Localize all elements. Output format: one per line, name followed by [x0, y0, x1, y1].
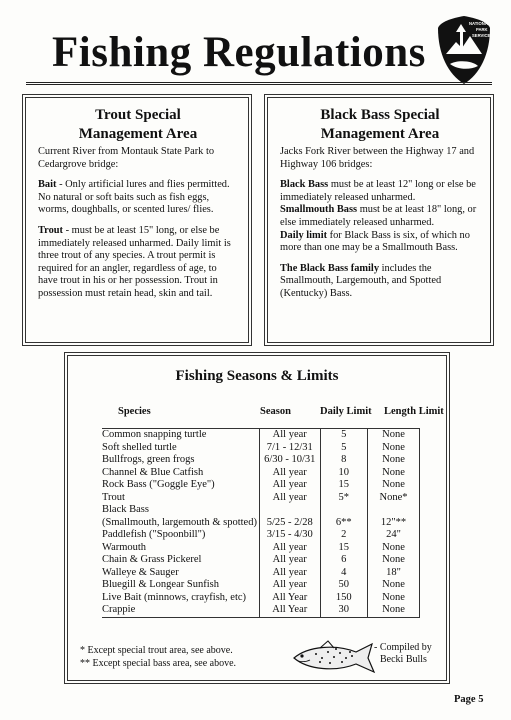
black-bass-label: Black Bass — [280, 179, 329, 191]
bass-family-text: includes the Smallmouth, Largemouth, and Spotted (Kentucky) Bass. — [280, 262, 442, 299]
season-cell: All year — [259, 467, 320, 480]
species-cell: Warmouth — [102, 541, 147, 553]
table-row — [102, 504, 420, 517]
table-row — [102, 479, 420, 492]
trout-management-box — [22, 94, 252, 346]
daily-limit-cell: 6** — [320, 517, 367, 530]
species-cell: Rock Bass ("Goggle Eye") — [102, 479, 215, 490]
season-cell: All year — [259, 542, 320, 555]
season-cell: All year — [259, 579, 320, 592]
trout-title-line1: Trout Special — [95, 107, 181, 123]
table-row — [102, 542, 420, 555]
table-row — [102, 454, 420, 467]
season-cell: All year — [259, 429, 320, 442]
table-row — [102, 492, 420, 505]
length-limit-cell: None — [368, 604, 420, 617]
table-row — [102, 442, 420, 455]
length-limit-cell: 24" — [368, 529, 420, 542]
length-limit-cell: 18" — [368, 567, 420, 580]
daily-limit-cell: 8 — [320, 454, 367, 467]
nps-arrowhead-icon — [436, 14, 492, 86]
length-limit-cell: None — [368, 542, 420, 555]
length-limit-cell: None* — [368, 492, 420, 505]
seasons-limits-box — [64, 352, 450, 684]
species-cell: Bullfrogs, green frogs — [102, 454, 195, 465]
daily-limit-rule — [280, 230, 480, 255]
season-cell: All year — [259, 554, 320, 567]
daily-limit-cell: 6 — [320, 554, 367, 567]
smallmouth-rule — [280, 204, 480, 229]
daily-limit-cell: 2 — [320, 529, 367, 542]
daily-limit-cell: 30 — [320, 604, 367, 617]
species-cell: Chain & Grass Pickerel — [102, 554, 202, 565]
credit-author: Becki Bulls — [380, 654, 427, 665]
trout-box-title — [38, 106, 238, 144]
footnotes — [80, 644, 236, 670]
header-daily-limit: Daily Limit — [320, 406, 372, 417]
length-limit-cell: None — [368, 579, 420, 592]
season-cell: 3/15 - 4/30 — [259, 529, 320, 542]
bass-location: Jacks Fork River between the Highway 17 and Highway 106 bridges: — [280, 146, 475, 170]
daily-limit-cell: 15 — [320, 479, 367, 492]
trout-title-line2: Management Area — [78, 126, 198, 142]
footnote-bass: ** Except special bass area, see above. — [80, 658, 237, 669]
species-cell: Walleye & Sauger — [102, 566, 179, 578]
header-species: Species — [118, 406, 151, 417]
daily-limit-text: for Black Bass is six, of which no more than one may be a Smallmouth Bass. — [280, 229, 470, 254]
species-cell: Live Bait (minnows, crayfish, etc) — [102, 591, 247, 603]
trout-text: - must be at least 15" long, or else be immediately released unharmed. Daily limit is three trout of any species. A trout permit is required for an angler, regardless of age, to have trout in his or her possession. Trout in possession must retain head, skin and tail. — [38, 224, 231, 299]
length-limit-cell: None — [368, 592, 420, 605]
bait-text: - Only artificial lures and flies permitted. No natural or soft baits such as fish eggs, worms, doughballs, or scented lures/ flies. — [38, 179, 230, 216]
length-limit-cell: 12"** — [368, 517, 420, 530]
table-row — [102, 529, 420, 542]
table-row — [102, 579, 420, 592]
smallmouth-text: must be at least 18" long, or else immediately released unharmed. — [280, 204, 477, 228]
smallmouth-label: Smallmouth Bass — [280, 204, 358, 216]
daily-limit-label: Daily limit — [280, 229, 328, 241]
compiled-by-credit — [374, 642, 432, 666]
daily-limit-cell: 5* — [320, 492, 367, 505]
bass-box-title — [280, 106, 480, 144]
species-cell: Black Bass — [102, 504, 149, 515]
length-limit-cell: None — [368, 467, 420, 480]
bass-management-box — [264, 94, 494, 346]
species-cell: Soft shelled turtle — [102, 441, 177, 453]
black-bass-text: must be at least 12" long or else be immediately released unharmed. — [280, 179, 476, 203]
table-row — [102, 604, 420, 617]
daily-limit-cell: 10 — [320, 467, 367, 480]
trout-size-rule — [38, 225, 238, 301]
species-cell: Bluegill & Longear Sunfish — [102, 579, 219, 590]
bass-family-label: The Black Bass family — [280, 262, 380, 274]
header-season: Season — [260, 406, 291, 417]
daily-limit-cell — [320, 504, 367, 517]
length-limit-cell: None — [368, 554, 420, 567]
bass-title-line1: Black Bass Special — [320, 107, 440, 123]
emblem-text-service: SERVICE — [472, 33, 491, 38]
bait-label: Bait — [38, 179, 57, 191]
seasons-table — [102, 428, 420, 618]
length-limit-cell: None — [368, 479, 420, 492]
season-cell: All year — [259, 479, 320, 492]
daily-limit-cell: 15 — [320, 542, 367, 555]
emblem-text-park: PARK — [476, 27, 488, 32]
credit-line1: - Compiled by — [374, 642, 432, 653]
species-cell: Common snapping turtle — [102, 429, 259, 442]
table-row — [102, 592, 420, 605]
season-cell: 6/30 - 10/31 — [259, 454, 320, 467]
title-rule — [26, 82, 492, 86]
table-row — [102, 554, 420, 567]
emblem-text-national: NATIONAL — [469, 21, 491, 26]
daily-limit-cell: 150 — [320, 592, 367, 605]
daily-limit-cell: 5 — [320, 429, 367, 442]
table-row — [102, 467, 420, 480]
black-bass-rule — [280, 179, 480, 204]
season-cell: All Year — [259, 592, 320, 605]
length-limit-cell: None — [368, 442, 420, 455]
trout-location: Current River from Montauk State Park to Cedargrove bridge: — [38, 146, 215, 170]
bass-family-note — [280, 263, 480, 301]
length-limit-cell — [368, 504, 420, 517]
species-cell: Paddlefish ("Spoonbill") — [102, 529, 206, 540]
table-row — [102, 567, 420, 580]
seasons-title: Fishing Seasons & Limits — [175, 368, 339, 384]
species-cell: (Smallmouth, largemouth & spotted) — [102, 516, 257, 528]
trout-bait-rule — [38, 179, 238, 217]
length-limit-cell: None — [368, 429, 420, 442]
season-cell: All year — [259, 492, 320, 505]
season-cell: 5/25 - 2/28 — [259, 517, 320, 530]
trout-label: Trout — [38, 224, 64, 236]
species-cell: Crappie — [102, 604, 259, 617]
length-limit-cell: None — [368, 454, 420, 467]
bass-title-line2: Management Area — [320, 126, 440, 142]
season-cell: 7/1 - 12/31 — [259, 442, 320, 455]
footnote-trout: * Except special trout area, see above. — [80, 645, 233, 656]
season-cell — [259, 504, 320, 517]
page-number: Page 5 — [454, 694, 484, 705]
page-title: Fishing Regulations — [52, 29, 426, 76]
trout-drawing-icon — [290, 638, 380, 678]
table-row — [102, 429, 420, 442]
daily-limit-cell: 4 — [320, 567, 367, 580]
daily-limit-cell: 5 — [320, 442, 367, 455]
species-cell: Channel & Blue Catfish — [102, 466, 204, 478]
table-row — [102, 517, 420, 530]
daily-limit-cell: 50 — [320, 579, 367, 592]
header-length-limit: Length Limit — [384, 406, 444, 417]
season-cell: All Year — [259, 604, 320, 617]
species-cell: Trout — [102, 491, 125, 503]
season-cell: All year — [259, 567, 320, 580]
